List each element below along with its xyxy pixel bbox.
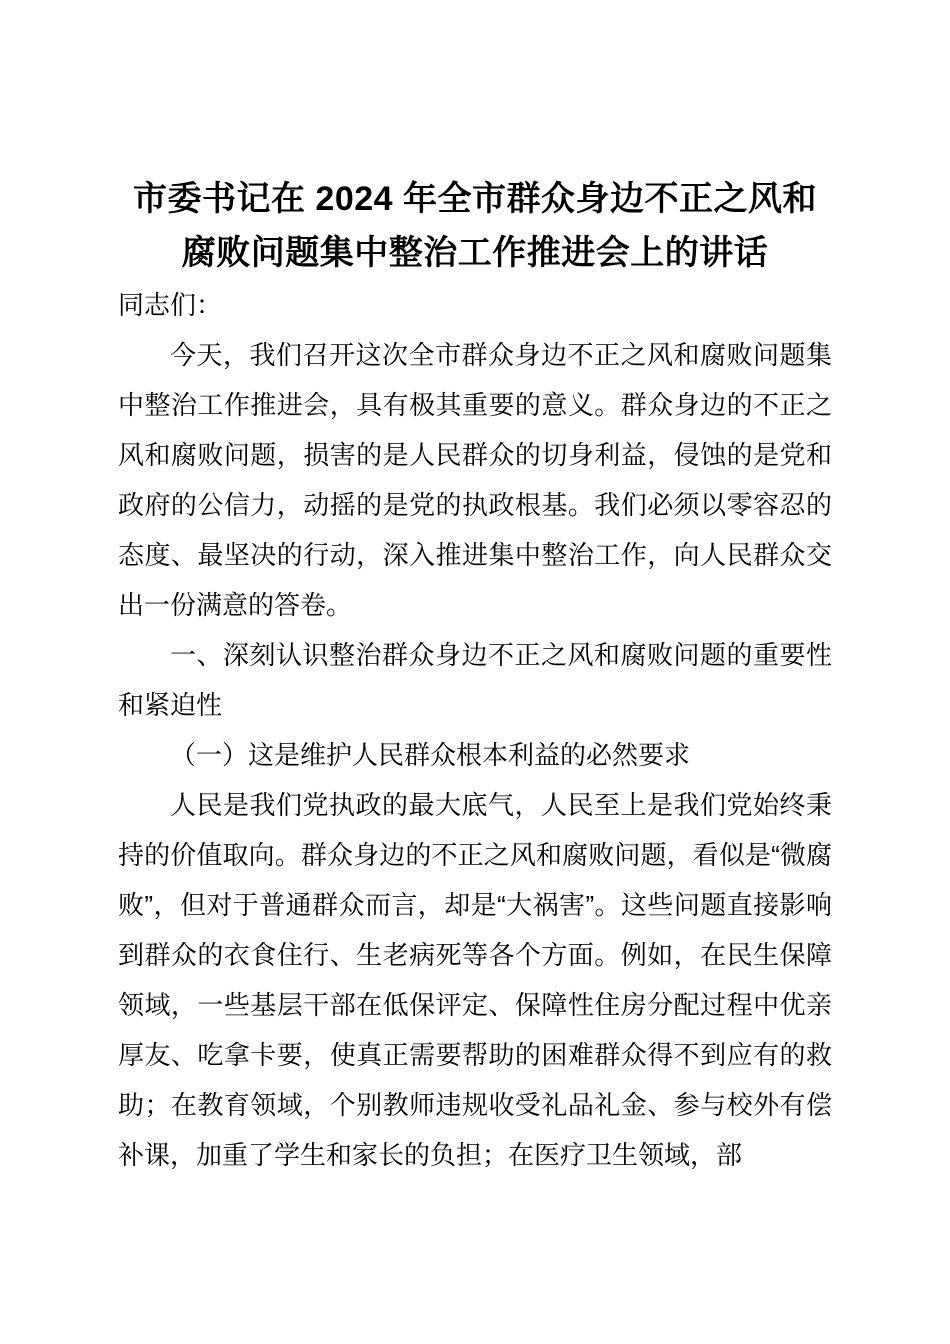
subsection-heading-1: （一）这是维护人民群众根本利益的必然要求	[170, 740, 691, 770]
intro-paragraph: 今天，我们召开这次全市群众身边不正之风和腐败问题集中整治工作推进会，具有极其重要的意义。群众身边的不正之风和腐败问题，损害的是人民群众的切身利益，侵蚀的是党和政府的公信力，动摇的是党的执政根基。我们必须以零容忍的态度、最坚决的行动，深入推进集中整治工作，向人民群众交出一份满意的答卷。	[118, 340, 832, 620]
body-paragraph-1: 人民是我们党执政的最大底气，人民至上是我们党始终秉持的价值取向。群众身边的不正之风和腐败问题，看似是“微腐败”，但对于普通群众而言，却是“大祸害”。这些问题直接影响到群众的衣食住行、生老病死等各个方面。例如，在民生保障领域，一些基层干部在低保评定、保障性住房分配过程中优亲厚友、吃拿卡要，使真正需要帮助的困难群众得不到应有的救助；在教育领域，个别教师违规收受礼品礼金、参与校外有偿补课，加重了学生和家长的负担；在医疗卫生领域，部	[118, 790, 832, 1170]
section-heading-1: 一、深刻认识整治群众身边不正之风和腐败问题的重要性和紧迫性	[118, 640, 832, 720]
salutation: 同志们：	[118, 290, 223, 320]
document-title: 市委书记在 2024 年全市群众身边不正之风和腐败问题集中整治工作推进会上的讲话	[132, 180, 818, 272]
